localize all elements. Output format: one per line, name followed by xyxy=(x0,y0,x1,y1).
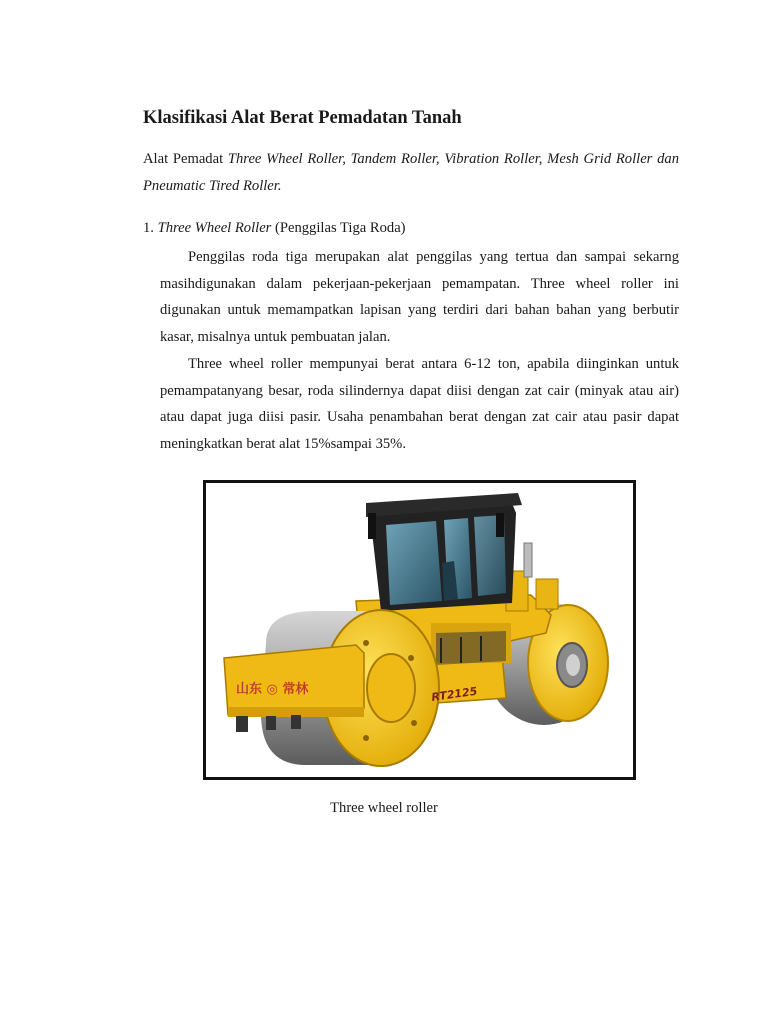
intro-prefix: Alat Pemadat xyxy=(143,151,228,167)
list-number: 1. xyxy=(143,220,154,236)
intro-paragraph xyxy=(143,146,679,200)
machine-model-label: RT2125 xyxy=(430,684,479,704)
figure-caption: Three wheel roller xyxy=(330,800,438,816)
document-title: Klasifikasi Alat Berat Pemadatan Tanah xyxy=(143,108,462,128)
paragraph-description-text: Penggilas roda tiga merupakan alat penggilas yang tertua dan sampai sekarng masihdigunakan dalam pekerjaan-pekerjaan pemampatan. Three wheel roller ini digunakan untuk memampatkan lapisan yang terdiri dari bahan bahan yang berbutir kasar, misalnya untuk pembuatan jalan. xyxy=(160,249,679,345)
operator-cab xyxy=(366,493,522,611)
intro-equipment-list: Three Wheel Roller, Tandem Roller, Vibration Roller, Mesh Grid Roller xyxy=(227,151,653,167)
list-item-name: Three Wheel Roller xyxy=(157,220,272,236)
three-wheel-roller-illustration xyxy=(206,483,633,777)
machine-brand-label: 山东 ◎ 常林 xyxy=(236,682,309,697)
list-item-translation: (Penggilas Tiga Roda) xyxy=(271,220,406,236)
list-item-three-wheel-roller xyxy=(143,217,406,239)
paragraph-weight-text: Three wheel roller mempunyai berat antara 6-12 ton, apabila diinginkan untuk pemampatanyang besar, roda silindernya dapat diisi dengan zat cair (minyak atau air) atau dapat juga diisi pasir. Usaha penambahan berat dengan zat cair atau pasir dapat meningkatkan berat alat 15%sampai 35%. xyxy=(160,356,679,452)
paragraph-weight xyxy=(160,351,679,457)
figure-frame xyxy=(203,480,636,780)
intro-equipment-list-end: dan Pneumatic Tired Roller. xyxy=(143,151,680,194)
paragraph-description xyxy=(160,244,679,350)
